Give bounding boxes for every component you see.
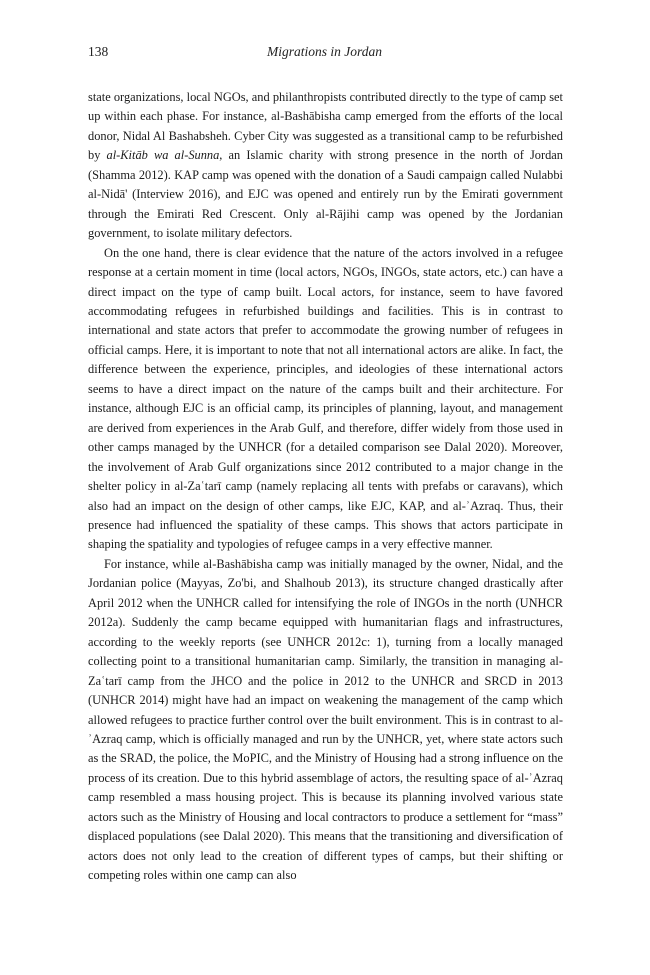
running-title: Migrations in Jordan [266, 44, 382, 59]
text-run: state organizations, local NGOs, and philanthropists contributed directly to the type of camp set up within each phase. For instance, al-Bashābisha camp emerged from the efforts of the local donor, Nidal Al Bashabsheh. Cyber City was suggested as a transitional camp to be refurbished by [88, 90, 563, 163]
paragraph-3 [88, 555, 563, 886]
text-run: , an Islamic charity with strong presence in the north of Jordan (Shamma 2012). KAP camp was opened with the donation of a Saudi campaign called Nulabbi al-Nidā' (Interview 2016), and EJC was opened and entirely run by the Emirati government through the Emirati Red Crescent. Only al-Rājihi camp was opened by the Jordanian government, to isolate military defectors. [88, 148, 563, 241]
page-number: 138 [88, 44, 109, 59]
page-header [88, 44, 561, 64]
paragraph-2 [88, 244, 563, 555]
body-text [88, 88, 563, 886]
paragraph-1 [88, 88, 563, 244]
text-run: For instance, while al-Bashābisha camp was initially managed by the owner, Nidal, and the Jordanian police (Mayyas, Zo'bi, and Shalhoub 2013), its structure changed drastically after April 2012 when the UNHCR called for intensifying the role of INGOs in the north (UNHCR 2012a). Suddenly the camp became equipped with humanitarian flags and infrastructures, according to the weekly reports (see UNHCR 2012c: 1), turning from a locally managed collecting point to a transitional humanitarian camp. Similarly, the transition in managing al-Zaʿtarī camp from the JHCO and the police in 2012 to the UNHCR and SRCD in 2013 (UNHCR 2014) might have had an impact on weakening the management of the camp which allowed refugees to practice further control over the built environment. This is in contrast to al-ʾAzraq camp, which is officially managed and run by the UNHCR, yet, where state actors such as the SRAD, the police, the MoPIC, and the Ministry of Housing had a strong influence on the process of its creation. Due to this hybrid assemblage of actors, the resulting space of al-ʾAzraq camp resembled a mass housing project. This is because its planning involved various state actors such as the Ministry of Housing and local contractors to produce a settlement for “mass” displaced populations (see Dalal 2020). This means that the transitioning and diversification of actors does not only lead to the creation of different types of camps, but their shifting or competing roles within one camp can also [88, 556, 563, 883]
text-run: On the one hand, there is clear evidence that the nature of the actors involved in a refugee response at a certain moment in time (local actors, NGOs, INGOs, state actors, etc.) can have a direct impact on the type of camp built. Local actors, for instance, seem to have favored accommodating refugees in refurbished buildings and facilities. This is in contrast to international and state actors that prefer to accommodate the growing number of refugees in official camps. Here, it is important to note that not all international actors are alike. In fact, the difference between the experience, principles, and ideologies of these international actors seems to have a direct impact on the nature of the camps built and their architecture. For instance, although EJC is an official camp, its principles of planning, layout, and management are derived from experiences in the Arab Gulf, and therefore, differ widely from those used in other camps managed by the UNHCR (for a detailed comparison see Dalal 2020). Moreover, the involvement of Arab Gulf organizations since 2012 contributed to a major change in the shelter policy in al-Zaʿtarī camp (namely replacing all tents with prefabs or caravans), which also had an impact on the design of other camps, like EJC, KAP, and al-ʾAzraq. Thus, their presence had influenced the spatiality of these camps. This shows that actors participate in shaping the spatiality and typologies of refugee camps in a very effective manner. [88, 245, 563, 552]
italic-title: al-Kitāb wa al-Sunna [106, 148, 220, 163]
